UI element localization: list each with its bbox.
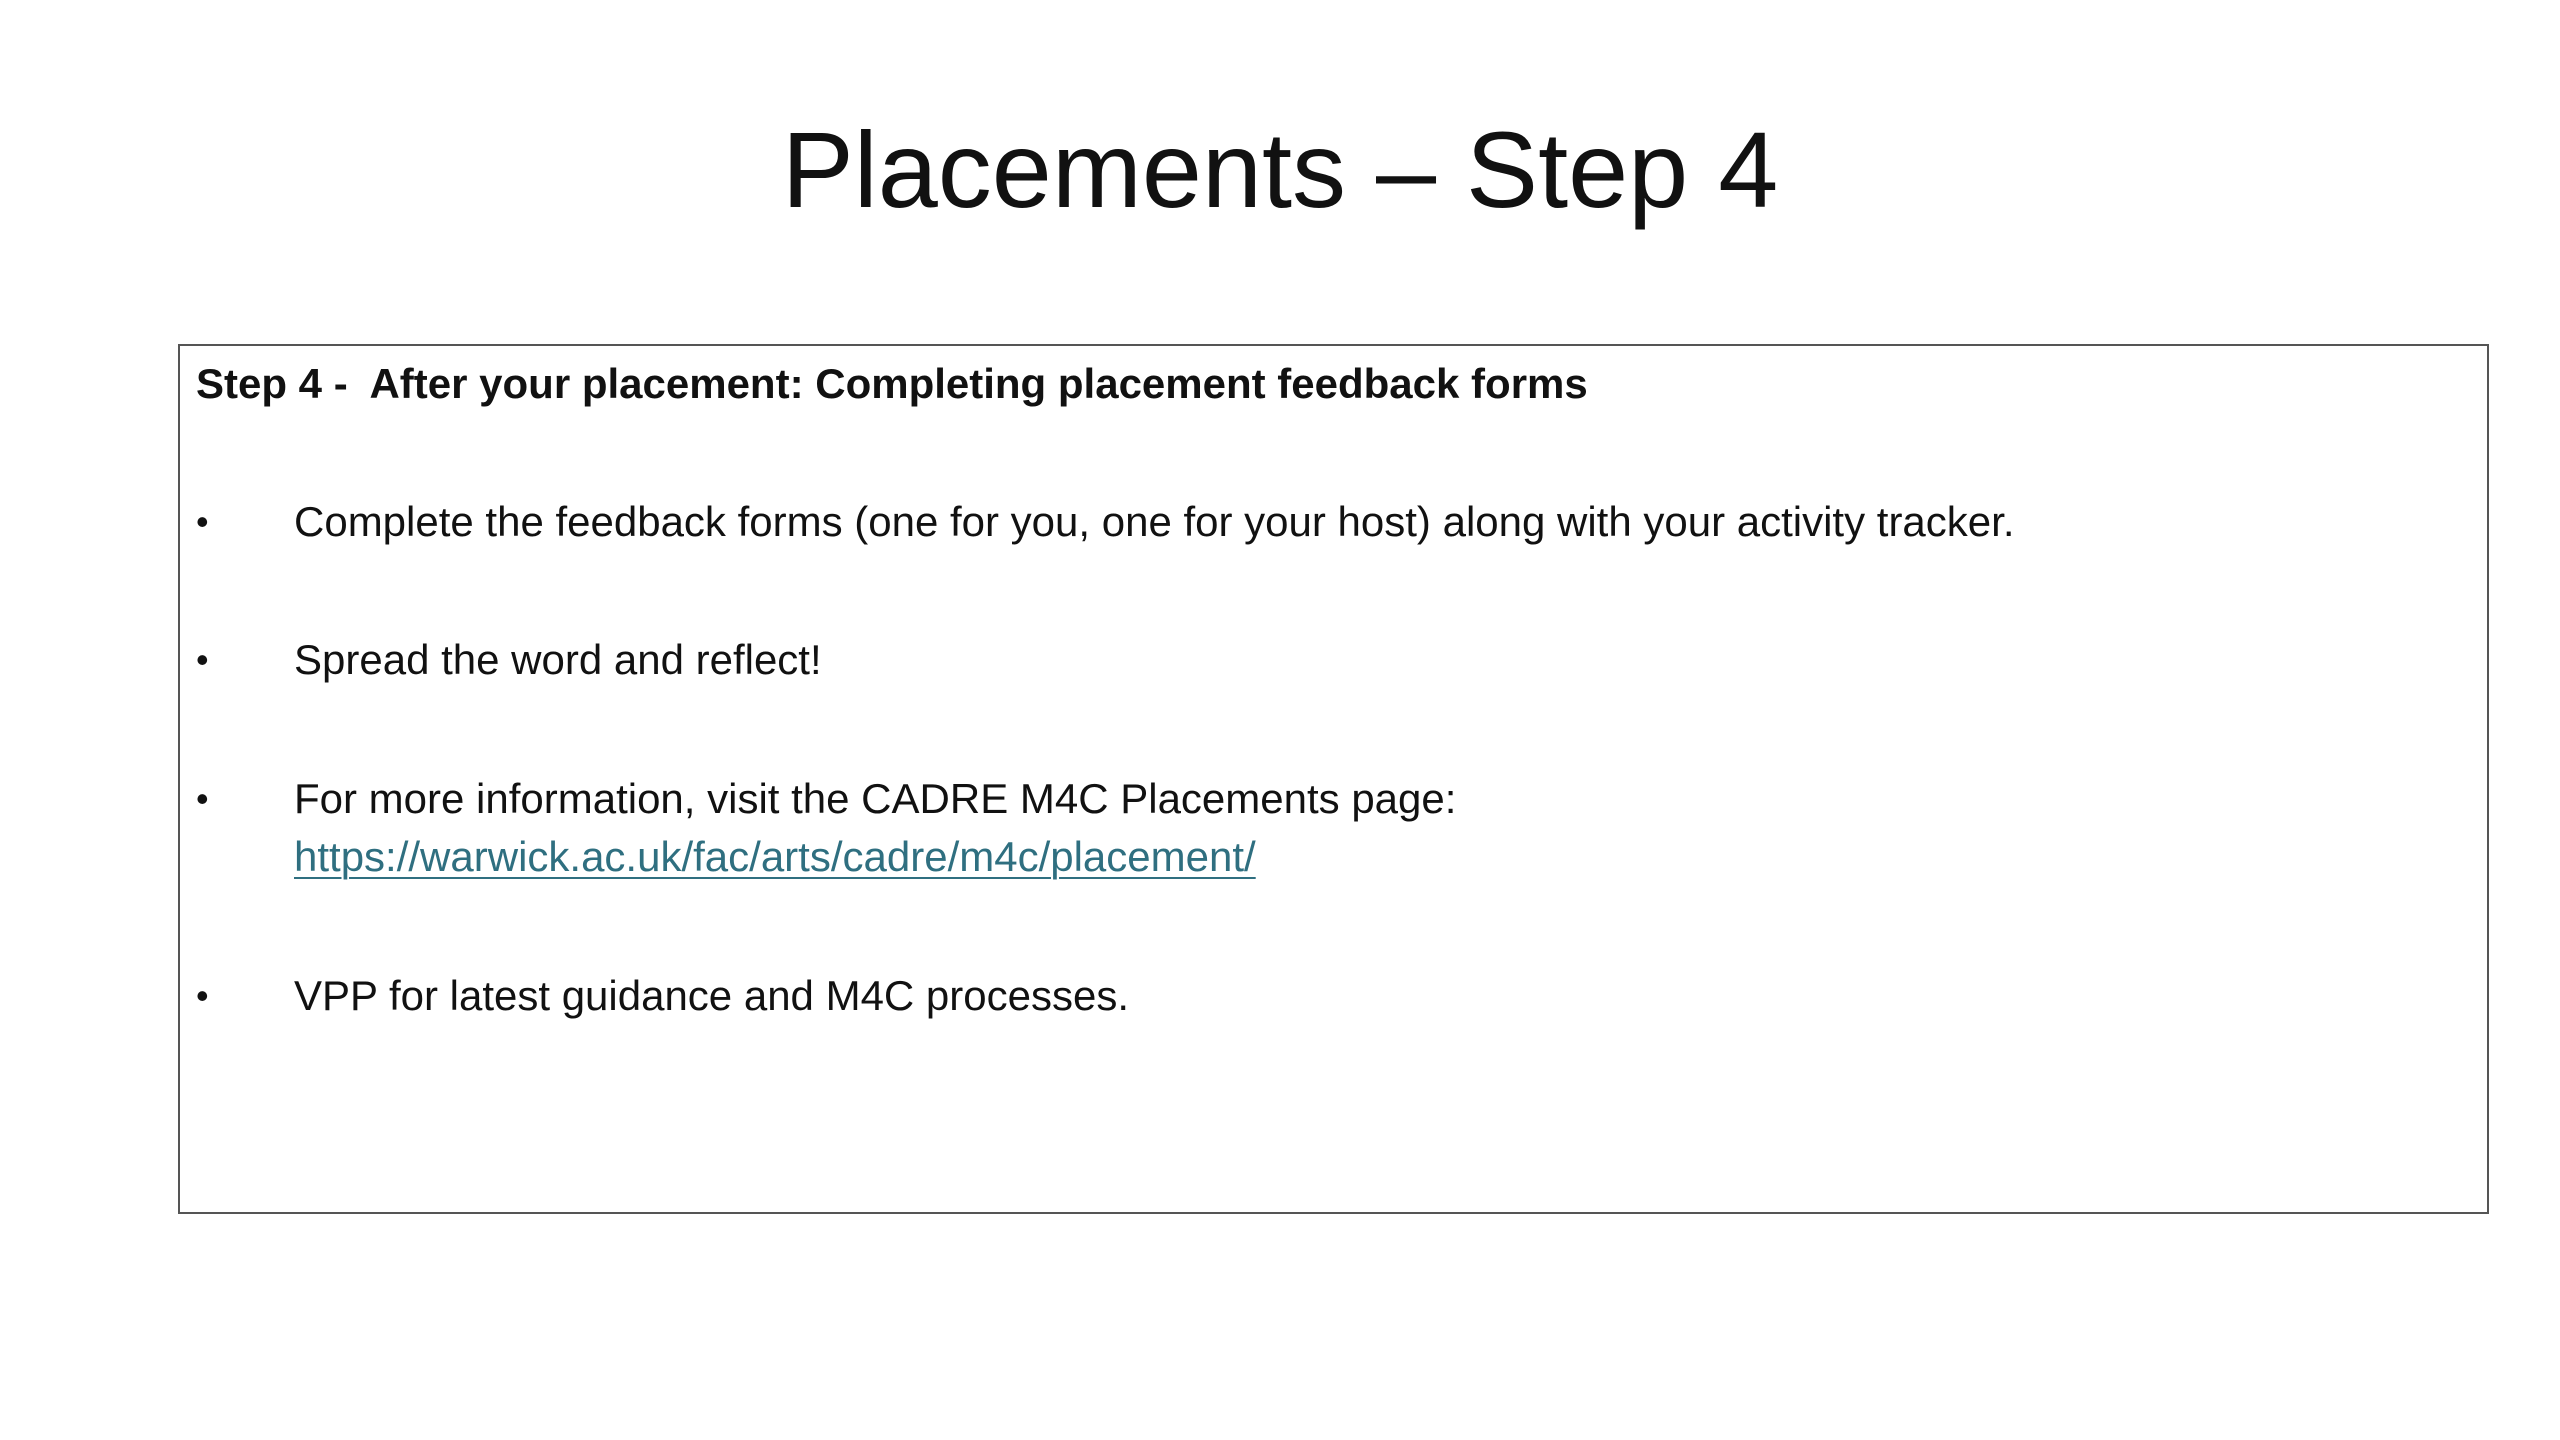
bullet-text: Complete the feedback forms (one for you, one for your host) along with your activity tracker.: [294, 498, 2015, 545]
bullet-icon: •: [196, 778, 209, 819]
bullet-text: For more information, visit the CADRE M4C Placements page:: [294, 775, 1457, 822]
placements-page-link[interactable]: https://warwick.ac.uk/fac/arts/cadre/m4c/placement/: [294, 833, 1256, 880]
slide-title: Placements – Step 4: [781, 109, 1779, 230]
bullet-icon: •: [196, 639, 209, 680]
bullet-text: VPP for latest guidance and M4C processes.: [294, 972, 1130, 1019]
bullet-icon: •: [196, 501, 209, 542]
bullet-text: Spread the word and reflect!: [294, 636, 822, 683]
bullet-text-block: [294, 770, 1456, 886]
box-heading: Step 4 - After your placement: Completing placement feedback forms: [196, 360, 1588, 407]
bullet-icon: •: [196, 975, 209, 1016]
